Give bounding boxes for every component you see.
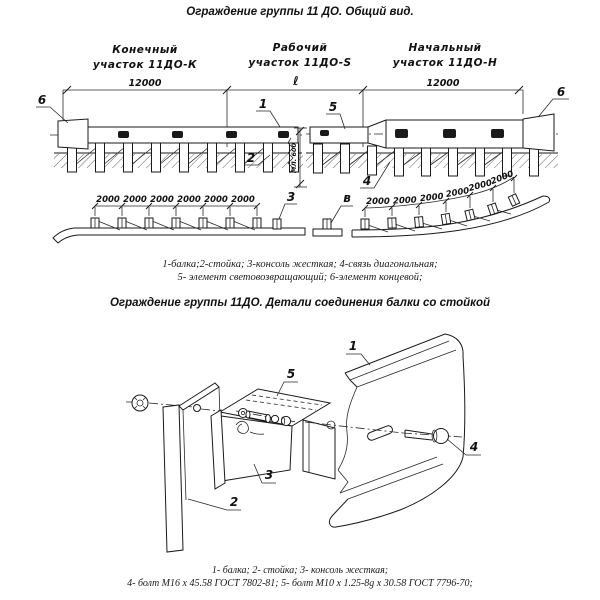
- callout-joint: в: [343, 191, 351, 205]
- section-end-subtitle: участок 11ДО-К: [92, 59, 198, 71]
- callout-reflector: 5: [328, 100, 338, 114]
- dim-2000: 2000: [419, 191, 445, 205]
- post-joint-piece: [323, 219, 331, 229]
- dim-2000: 2000: [204, 195, 228, 205]
- figure2-caption-line1: 1- балка; 2- стойка; 3- консоль жесткая;: [211, 565, 389, 576]
- dim-12000-left: 12000: [128, 78, 162, 89]
- figure1-title: Ограждение группы 11 ДО. Общий вид.: [186, 6, 414, 18]
- figure2-title: Ограждение группы 11ДО. Детали соединения балки со стойкой: [109, 297, 491, 309]
- callout-bolt-m10: 5: [286, 367, 296, 381]
- end-element-right: [523, 114, 554, 151]
- figure1-caption-line1: 1-балка;2-стойка; 3-консоль жесткая; 4-связь диагональная;: [162, 259, 438, 270]
- callout-beam: 1: [348, 339, 358, 353]
- callout-brace: 4: [362, 174, 372, 188]
- dim-2000: 2000: [177, 195, 201, 205]
- dim-2000: 2000: [96, 195, 120, 205]
- figure2-connection-detail: [0, 325, 600, 570]
- callout-beam: 1: [258, 97, 268, 111]
- dim-2000: 2000: [231, 195, 255, 205]
- dim-2000: 2000: [467, 178, 494, 194]
- section-work-subtitle: участок 11ДО-S: [248, 57, 352, 69]
- plan-view-left: [53, 190, 305, 243]
- dim-2000: 2000: [150, 195, 174, 205]
- dim-12000-right: 12000: [426, 78, 460, 89]
- dim-2000: 2000: [392, 195, 417, 207]
- figure1-general-view: [0, 30, 600, 260]
- end-element-left: [58, 119, 88, 149]
- plan-view-right: [313, 169, 550, 237]
- section-start-subtitle: участок 11ДО-Н: [392, 57, 498, 69]
- callout-post: 2: [229, 495, 239, 509]
- dim-length-l: ℓ: [293, 74, 299, 88]
- figure1-caption-line2: 5- элемент световозвращающий; 6-элемент концевой;: [177, 272, 423, 283]
- dim-2000: 2000: [445, 186, 471, 201]
- callout-post: 2: [246, 151, 256, 165]
- callout-end-element-left: 6: [37, 93, 47, 107]
- callout-console: 3: [264, 468, 274, 482]
- dim-height-600: МЛ. 600: [290, 142, 298, 174]
- dim-2000: 2000: [366, 197, 390, 207]
- section-end-title: Конечный: [112, 44, 178, 56]
- console-joint-piece: [273, 219, 281, 229]
- section-work-title: Рабочий: [272, 42, 328, 54]
- callout-console: 3: [286, 190, 296, 204]
- section-start-title: Начальный: [408, 42, 482, 54]
- callout-bolt-m16: 4: [469, 440, 479, 454]
- figure2-caption: [0, 564, 600, 590]
- figure1-caption: [0, 258, 600, 284]
- post-channel: [163, 383, 222, 552]
- dim-2000: 2000: [489, 169, 516, 188]
- section-headings: [93, 42, 497, 71]
- dim-2000: 2000: [123, 195, 147, 205]
- callout-end-element-right: 6: [556, 85, 566, 99]
- figure2-caption-line2: 4- болт М16 х 45.58 ГОСТ 7802-81; 5- болт М10 х 1.25-8g х 30.58 ГОСТ 7796-70;: [127, 578, 473, 589]
